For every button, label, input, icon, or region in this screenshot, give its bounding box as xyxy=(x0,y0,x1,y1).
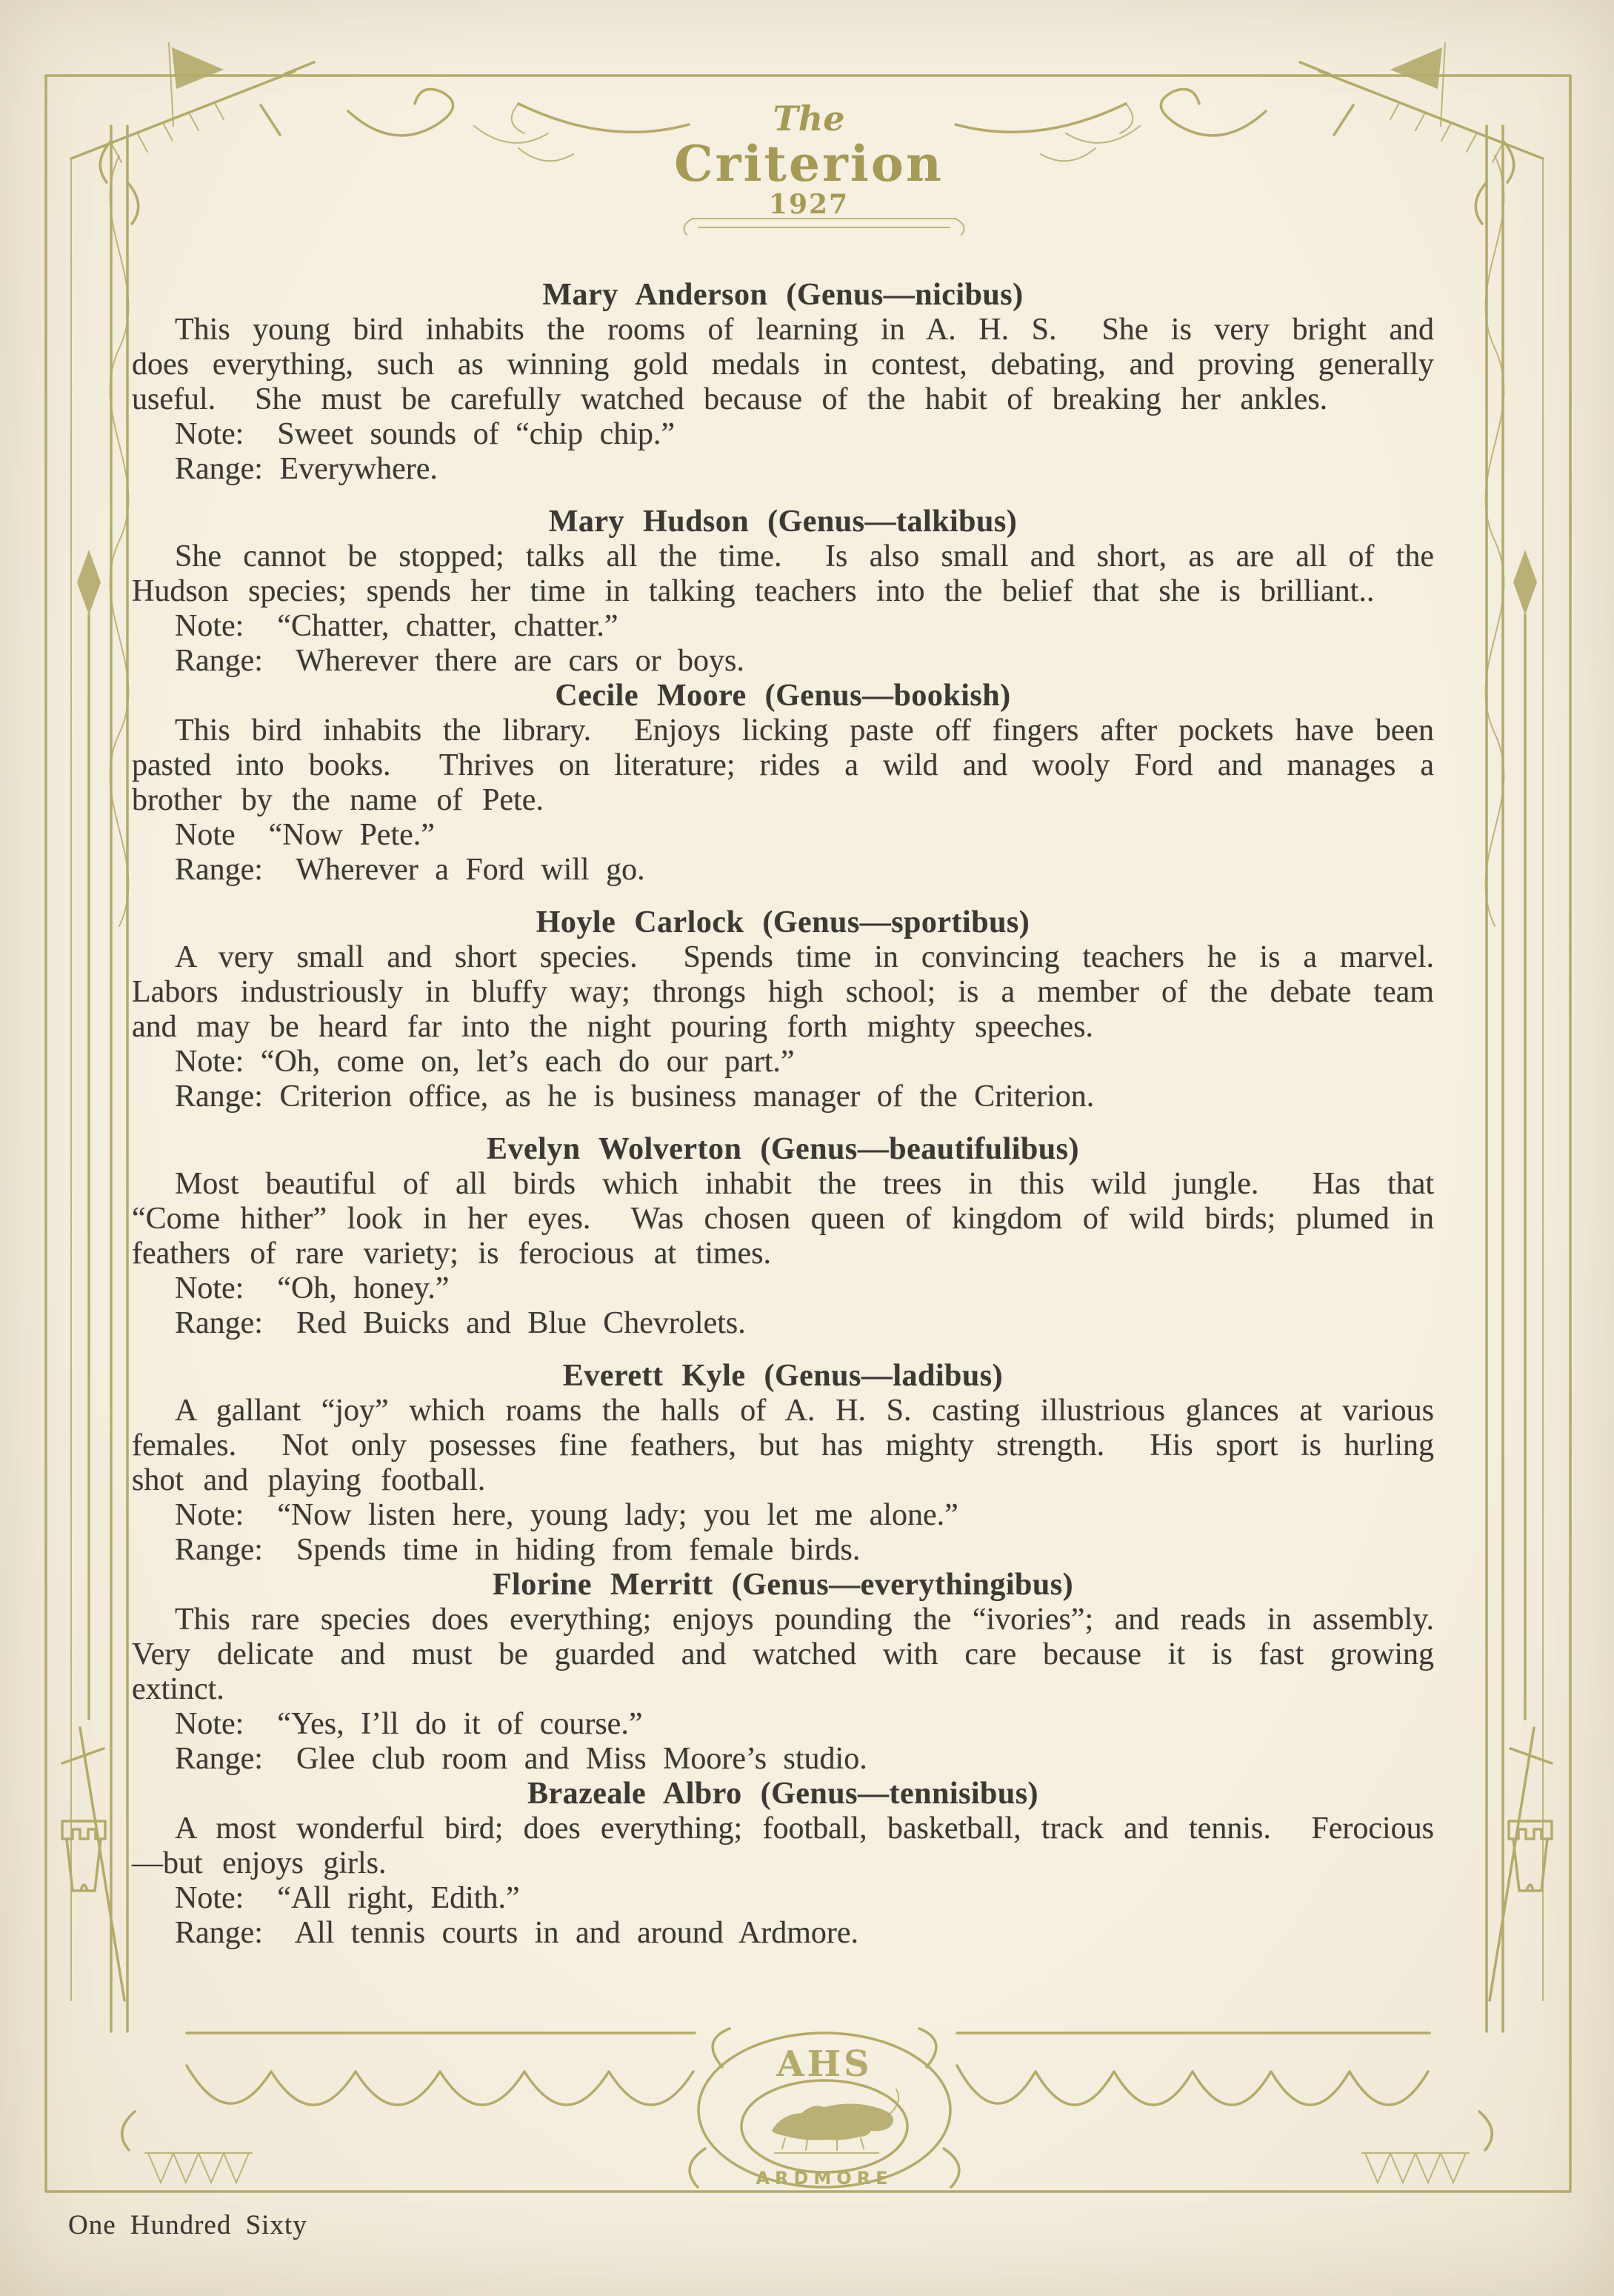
entry-body: A gallant “joy” which roams the halls of A. H. S. casting illustrious glances at various females. Not only posesses fine feathers, but has mighty strength. His sport is hurling shot and playing football. xyxy=(132,1394,1454,1497)
entry-florine-merritt xyxy=(132,1568,1473,1777)
entry-note: Note: “Chatter, chatter, chatter.” xyxy=(175,609,618,643)
entry-range: Range: Glee club room and Miss Moore’s studio. xyxy=(175,1742,867,1776)
entry-note: Note: “Oh, come on, let’s each do our part.” xyxy=(175,1045,795,1079)
banner-underlines xyxy=(684,219,964,235)
entry-note: Note: “Oh, honey.” xyxy=(175,1271,450,1305)
entry-heading: Evelyn Wolverton (Genus—beautifulibus) xyxy=(486,1132,1079,1166)
entry-range: Range: Red Buicks and Blue Chevrolets. xyxy=(175,1306,746,1340)
entry-heading: Hoyle Carlock (Genus—sportibus) xyxy=(536,905,1030,939)
entry-hoyle-carlock xyxy=(132,905,1473,1114)
entry-mary-hudson xyxy=(132,505,1454,679)
entry-range: Range: Spends time in hiding from female birds. xyxy=(175,1533,861,1567)
entry-heading: Florine Merritt (Genus—everythingibus) xyxy=(492,1568,1074,1602)
entry-heading: Brazeale Albro (Genus—tennisibus) xyxy=(527,1777,1039,1811)
entry-cecile-moore xyxy=(132,679,1454,888)
top-left-ornament xyxy=(71,43,573,162)
entry-body: A very small and short species. Spends time in convincing teachers he is a marvel. Labors industriously in bluffy way; throngs high school; is a member of the debate team and may be heard far into the night pouring forth mighty speeches. xyxy=(132,940,1473,1044)
crest-initials: AHS xyxy=(776,2043,873,2085)
entry-body: Most beautiful of all birds which inhabit the trees in this wild jungle. Has that “Come hither” look in her eyes. Was chosen queen of kingdom of wild birds; plumed in feathers of rare variety; is ferocious at times. xyxy=(132,1167,1454,1271)
left-fringe xyxy=(145,2153,252,2183)
entry-range: Range: Wherever a Ford will go. xyxy=(175,853,645,887)
top-right-ornament xyxy=(1041,43,1543,162)
entry-heading: Mary Anderson (Genus—nicibus) xyxy=(542,278,1024,312)
ahs-crest xyxy=(690,2029,959,2189)
entry-evelyn-wolverton xyxy=(132,1132,1454,1341)
entry-range: Range: All tennis courts in and around Ardmore. xyxy=(175,1916,859,1950)
entry-body: This bird inhabits the library. Enjoys licking paste off fingers after pockets have been pasted into books. Thrives on literature; rides a wild and wooly Ford and manages a brother by the name of Pete. xyxy=(132,713,1454,817)
entry-note: Note “Now Pete.” xyxy=(175,818,435,852)
entry-range: Range: Criterion office, as he is business manager of the Criterion. xyxy=(175,1079,1095,1114)
entry-body: This young bird inhabits the rooms of learning in A. H. S. She is very bright and does everything, such as winning gold medals in contest, debating, and proving generally useful. She must be carefully watched because of the habit of breaking her ankles. xyxy=(132,313,1454,416)
entry-note: Note: Sweet sounds of “chip chip.” xyxy=(175,417,676,451)
entry-note: Note: “Yes, I’ll do it of course.” xyxy=(175,1707,643,1741)
title-criterion: Criterion xyxy=(674,135,944,193)
page-number: One Hundred Sixty xyxy=(68,2210,307,2240)
entry-heading: Everett Kyle (Genus—ladibus) xyxy=(562,1359,1004,1393)
crest-city: ARDMORE xyxy=(756,2168,893,2189)
entry-heading: Mary Hudson (Genus—talkibus) xyxy=(548,505,1018,539)
entry-body: A most wonderful bird; does everything; football, basketball, track and tennis. Ferocious—but enjoys girls. xyxy=(132,1811,1434,1880)
entry-body: This rare species does everything; enjoys pounding the “ivories”; and reads in assembly. Very delicate and must be guarded and watched with care because it is fast growing extinct. xyxy=(132,1603,1473,1706)
entry-mary-anderson xyxy=(132,278,1454,487)
entry-body: She cannot be stopped; talks all the time. Is also small and short, as are all of the Hudson species; spends her time in talking teachers into the belief that she is brilliant.. xyxy=(132,539,1454,608)
left-swag xyxy=(187,2066,693,2105)
tiger-silhouette xyxy=(772,2103,893,2140)
entry-heading: Cecile Moore (Genus—bookish) xyxy=(555,679,1011,713)
right-border-rail xyxy=(1475,126,1552,2032)
left-border-rail xyxy=(62,126,139,2032)
title-the: The xyxy=(773,99,845,139)
title-year: 1927 xyxy=(768,189,850,220)
entry-brazeale-albro xyxy=(132,1777,1434,1951)
entry-everett-kyle xyxy=(132,1359,1454,1568)
page-title xyxy=(674,99,944,220)
entry-range: Range: Everywhere. xyxy=(175,452,438,486)
entry-range: Range: Wherever there are cars or boys. xyxy=(175,644,744,678)
entry-note: Note: “All right, Edith.” xyxy=(175,1881,520,1915)
entry-note: Note: “Now listen here, young lady; you let me alone.” xyxy=(175,1498,958,1532)
page-content xyxy=(132,278,1473,1951)
right-swag xyxy=(957,2066,1428,2105)
right-fringe xyxy=(1362,2153,1469,2183)
